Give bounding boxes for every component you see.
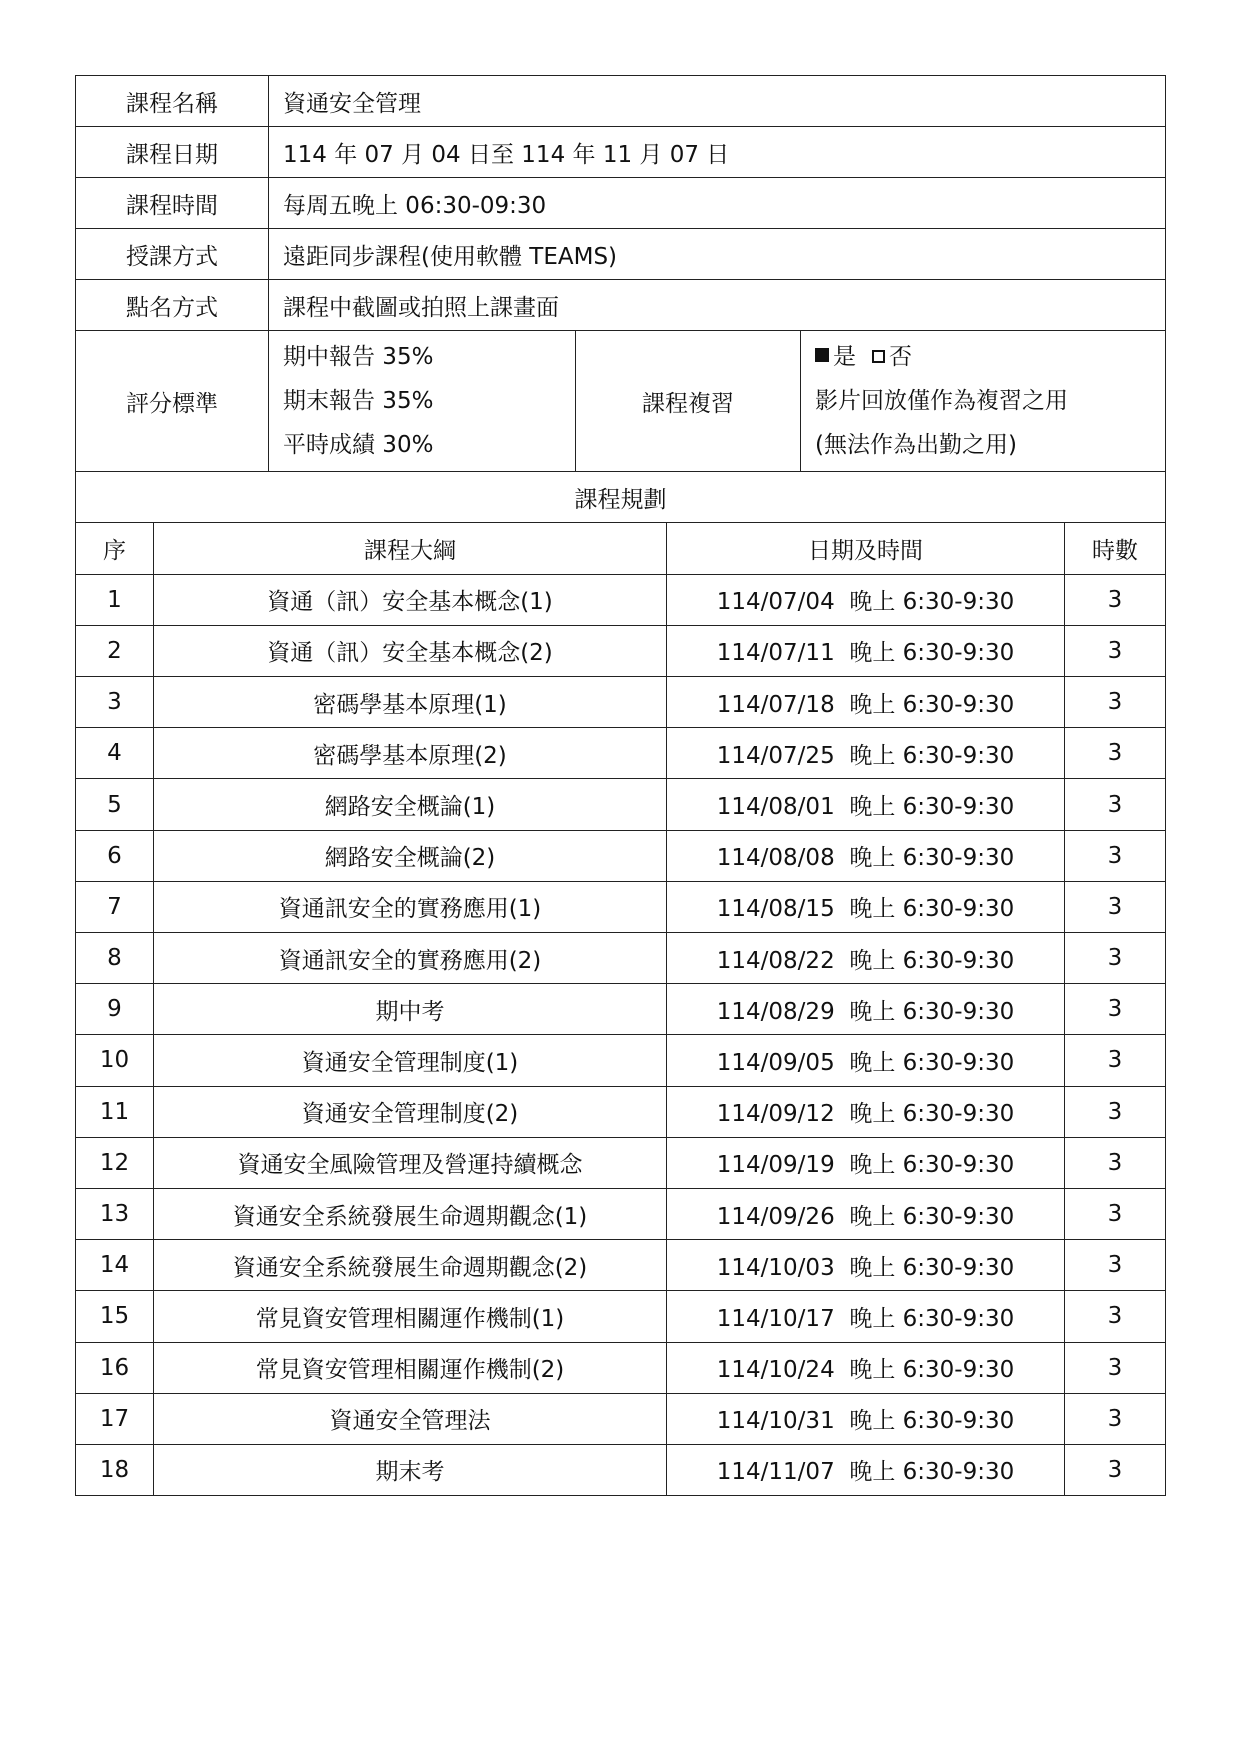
teaching-mode-value: 遠距同步課程(使用軟體 TEAMS) <box>269 229 1166 280</box>
header-topic: 課程大綱 <box>154 523 667 574</box>
checked-box-icon <box>815 348 829 362</box>
review-note-1: 影片回放僅作為複習之用 <box>815 388 1068 414</box>
row-number: 16 <box>76 1342 154 1393</box>
course-date-row <box>76 127 1166 178</box>
row-datetime: 114/07/04 晚上 6:30-9:30 <box>667 574 1065 625</box>
row-topic: 資通安全系統發展生命週期觀念(1) <box>154 1188 667 1239</box>
row-number: 3 <box>76 677 154 728</box>
row-topic: 資通訊安全的實務應用(2) <box>154 933 667 984</box>
row-topic: 資通訊安全的實務應用(1) <box>154 881 667 932</box>
table-row <box>76 625 1166 676</box>
row-hours: 3 <box>1065 728 1166 779</box>
row-datetime: 114/08/01 晚上 6:30-9:30 <box>667 779 1065 830</box>
row-datetime: 114/07/18 晚上 6:30-9:30 <box>667 677 1065 728</box>
course-document <box>75 75 1165 1496</box>
row-hours: 3 <box>1065 677 1166 728</box>
schedule-title: 課程規劃 <box>76 472 1166 523</box>
row-hours: 3 <box>1065 574 1166 625</box>
review-no-label: 否 <box>889 344 912 370</box>
row-datetime: 114/11/07 晚上 6:30-9:30 <box>667 1444 1065 1495</box>
course-time-label: 課程時間 <box>76 178 269 229</box>
row-topic: 常見資安管理相關運作機制(1) <box>154 1291 667 1342</box>
table-row <box>76 881 1166 932</box>
row-topic: 期中考 <box>154 984 667 1035</box>
review-label: 課程複習 <box>576 331 801 472</box>
row-number: 1 <box>76 574 154 625</box>
table-row <box>76 574 1166 625</box>
row-datetime: 114/08/08 晚上 6:30-9:30 <box>667 830 1065 881</box>
table-row <box>76 1188 1166 1239</box>
row-hours: 3 <box>1065 1086 1166 1137</box>
schedule-table <box>75 523 1166 1496</box>
row-datetime: 114/10/17 晚上 6:30-9:30 <box>667 1291 1065 1342</box>
row-topic: 密碼學基本原理(2) <box>154 728 667 779</box>
header-hours: 時數 <box>1065 523 1166 574</box>
row-number: 14 <box>76 1240 154 1291</box>
header-datetime: 日期及時間 <box>667 523 1065 574</box>
row-topic: 網路安全概論(1) <box>154 779 667 830</box>
schedule-title-row <box>76 472 1166 523</box>
course-info-table <box>75 75 1166 523</box>
row-hours: 3 <box>1065 779 1166 830</box>
teaching-mode-label: 授課方式 <box>76 229 269 280</box>
grading-items <box>269 331 576 472</box>
row-hours: 3 <box>1065 1393 1166 1444</box>
row-hours: 3 <box>1065 1188 1166 1239</box>
row-datetime: 114/08/22 晚上 6:30-9:30 <box>667 933 1065 984</box>
row-hours: 3 <box>1065 625 1166 676</box>
table-row <box>76 1342 1166 1393</box>
course-time-value: 每周五晚上 06:30-09:30 <box>269 178 1166 229</box>
row-number: 15 <box>76 1291 154 1342</box>
row-datetime: 114/09/05 晚上 6:30-9:30 <box>667 1035 1065 1086</box>
table-row <box>76 1444 1166 1495</box>
review-options <box>801 331 1166 472</box>
table-row <box>76 1240 1166 1291</box>
table-row <box>76 830 1166 881</box>
course-name-label: 課程名稱 <box>76 76 269 127</box>
row-datetime: 114/09/26 晚上 6:30-9:30 <box>667 1188 1065 1239</box>
table-row <box>76 728 1166 779</box>
schedule-header-row <box>76 523 1166 574</box>
row-number: 18 <box>76 1444 154 1495</box>
row-hours: 3 <box>1065 1342 1166 1393</box>
row-hours: 3 <box>1065 881 1166 932</box>
review-note-2: (無法作為出勤之用) <box>815 432 1017 458</box>
row-hours: 3 <box>1065 830 1166 881</box>
row-topic: 資通安全管理法 <box>154 1393 667 1444</box>
table-row <box>76 984 1166 1035</box>
row-number: 11 <box>76 1086 154 1137</box>
table-row <box>76 1086 1166 1137</box>
grading-label: 評分標準 <box>76 331 269 472</box>
row-topic: 資通安全管理制度(1) <box>154 1035 667 1086</box>
header-no: 序 <box>76 523 154 574</box>
row-topic: 密碼學基本原理(1) <box>154 677 667 728</box>
row-datetime: 114/09/19 晚上 6:30-9:30 <box>667 1137 1065 1188</box>
course-date-label: 課程日期 <box>76 127 269 178</box>
row-topic: 資通安全管理制度(2) <box>154 1086 667 1137</box>
row-number: 9 <box>76 984 154 1035</box>
row-number: 13 <box>76 1188 154 1239</box>
row-hours: 3 <box>1065 1291 1166 1342</box>
row-topic: 網路安全概論(2) <box>154 830 667 881</box>
row-topic: 資通（訊）安全基本概念(2) <box>154 625 667 676</box>
row-hours: 3 <box>1065 1240 1166 1291</box>
course-name-row <box>76 76 1166 127</box>
unchecked-box-icon <box>872 350 885 363</box>
course-date-value: 114 年 07 月 04 日至 114 年 11 月 07 日 <box>269 127 1166 178</box>
row-number: 2 <box>76 625 154 676</box>
row-datetime: 114/10/24 晚上 6:30-9:30 <box>667 1342 1065 1393</box>
course-time-row <box>76 178 1166 229</box>
grading-item-midterm: 期中報告 35% <box>283 344 434 370</box>
table-row <box>76 779 1166 830</box>
row-datetime: 114/08/29 晚上 6:30-9:30 <box>667 984 1065 1035</box>
row-hours: 3 <box>1065 1444 1166 1495</box>
row-datetime: 114/09/12 晚上 6:30-9:30 <box>667 1086 1065 1137</box>
course-name-value: 資通安全管理 <box>269 76 1166 127</box>
row-hours: 3 <box>1065 1137 1166 1188</box>
attendance-value: 課程中截圖或拍照上課畫面 <box>269 280 1166 331</box>
row-number: 5 <box>76 779 154 830</box>
grading-row <box>76 331 1166 472</box>
row-number: 17 <box>76 1393 154 1444</box>
table-row <box>76 1137 1166 1188</box>
row-number: 12 <box>76 1137 154 1188</box>
grading-item-regular: 平時成績 30% <box>283 432 434 458</box>
row-hours: 3 <box>1065 1035 1166 1086</box>
row-datetime: 114/10/31 晚上 6:30-9:30 <box>667 1393 1065 1444</box>
row-number: 7 <box>76 881 154 932</box>
review-yes-label: 是 <box>833 344 856 370</box>
attendance-row <box>76 280 1166 331</box>
table-row <box>76 1291 1166 1342</box>
row-topic: 資通安全風險管理及營運持續概念 <box>154 1137 667 1188</box>
row-number: 6 <box>76 830 154 881</box>
table-row <box>76 677 1166 728</box>
table-row <box>76 1393 1166 1444</box>
row-datetime: 114/07/11 晚上 6:30-9:30 <box>667 625 1065 676</box>
row-topic: 資通（訊）安全基本概念(1) <box>154 574 667 625</box>
attendance-label: 點名方式 <box>76 280 269 331</box>
row-number: 10 <box>76 1035 154 1086</box>
row-number: 4 <box>76 728 154 779</box>
review-choice <box>815 335 1151 379</box>
row-topic: 常見資安管理相關運作機制(2) <box>154 1342 667 1393</box>
grading-item-final: 期末報告 35% <box>283 388 434 414</box>
row-topic: 期末考 <box>154 1444 667 1495</box>
row-number: 8 <box>76 933 154 984</box>
row-hours: 3 <box>1065 933 1166 984</box>
row-datetime: 114/10/03 晚上 6:30-9:30 <box>667 1240 1065 1291</box>
table-row <box>76 933 1166 984</box>
row-topic: 資通安全系統發展生命週期觀念(2) <box>154 1240 667 1291</box>
row-datetime: 114/08/15 晚上 6:30-9:30 <box>667 881 1065 932</box>
table-row <box>76 1035 1166 1086</box>
row-datetime: 114/07/25 晚上 6:30-9:30 <box>667 728 1065 779</box>
teaching-mode-row <box>76 229 1166 280</box>
row-hours: 3 <box>1065 984 1166 1035</box>
